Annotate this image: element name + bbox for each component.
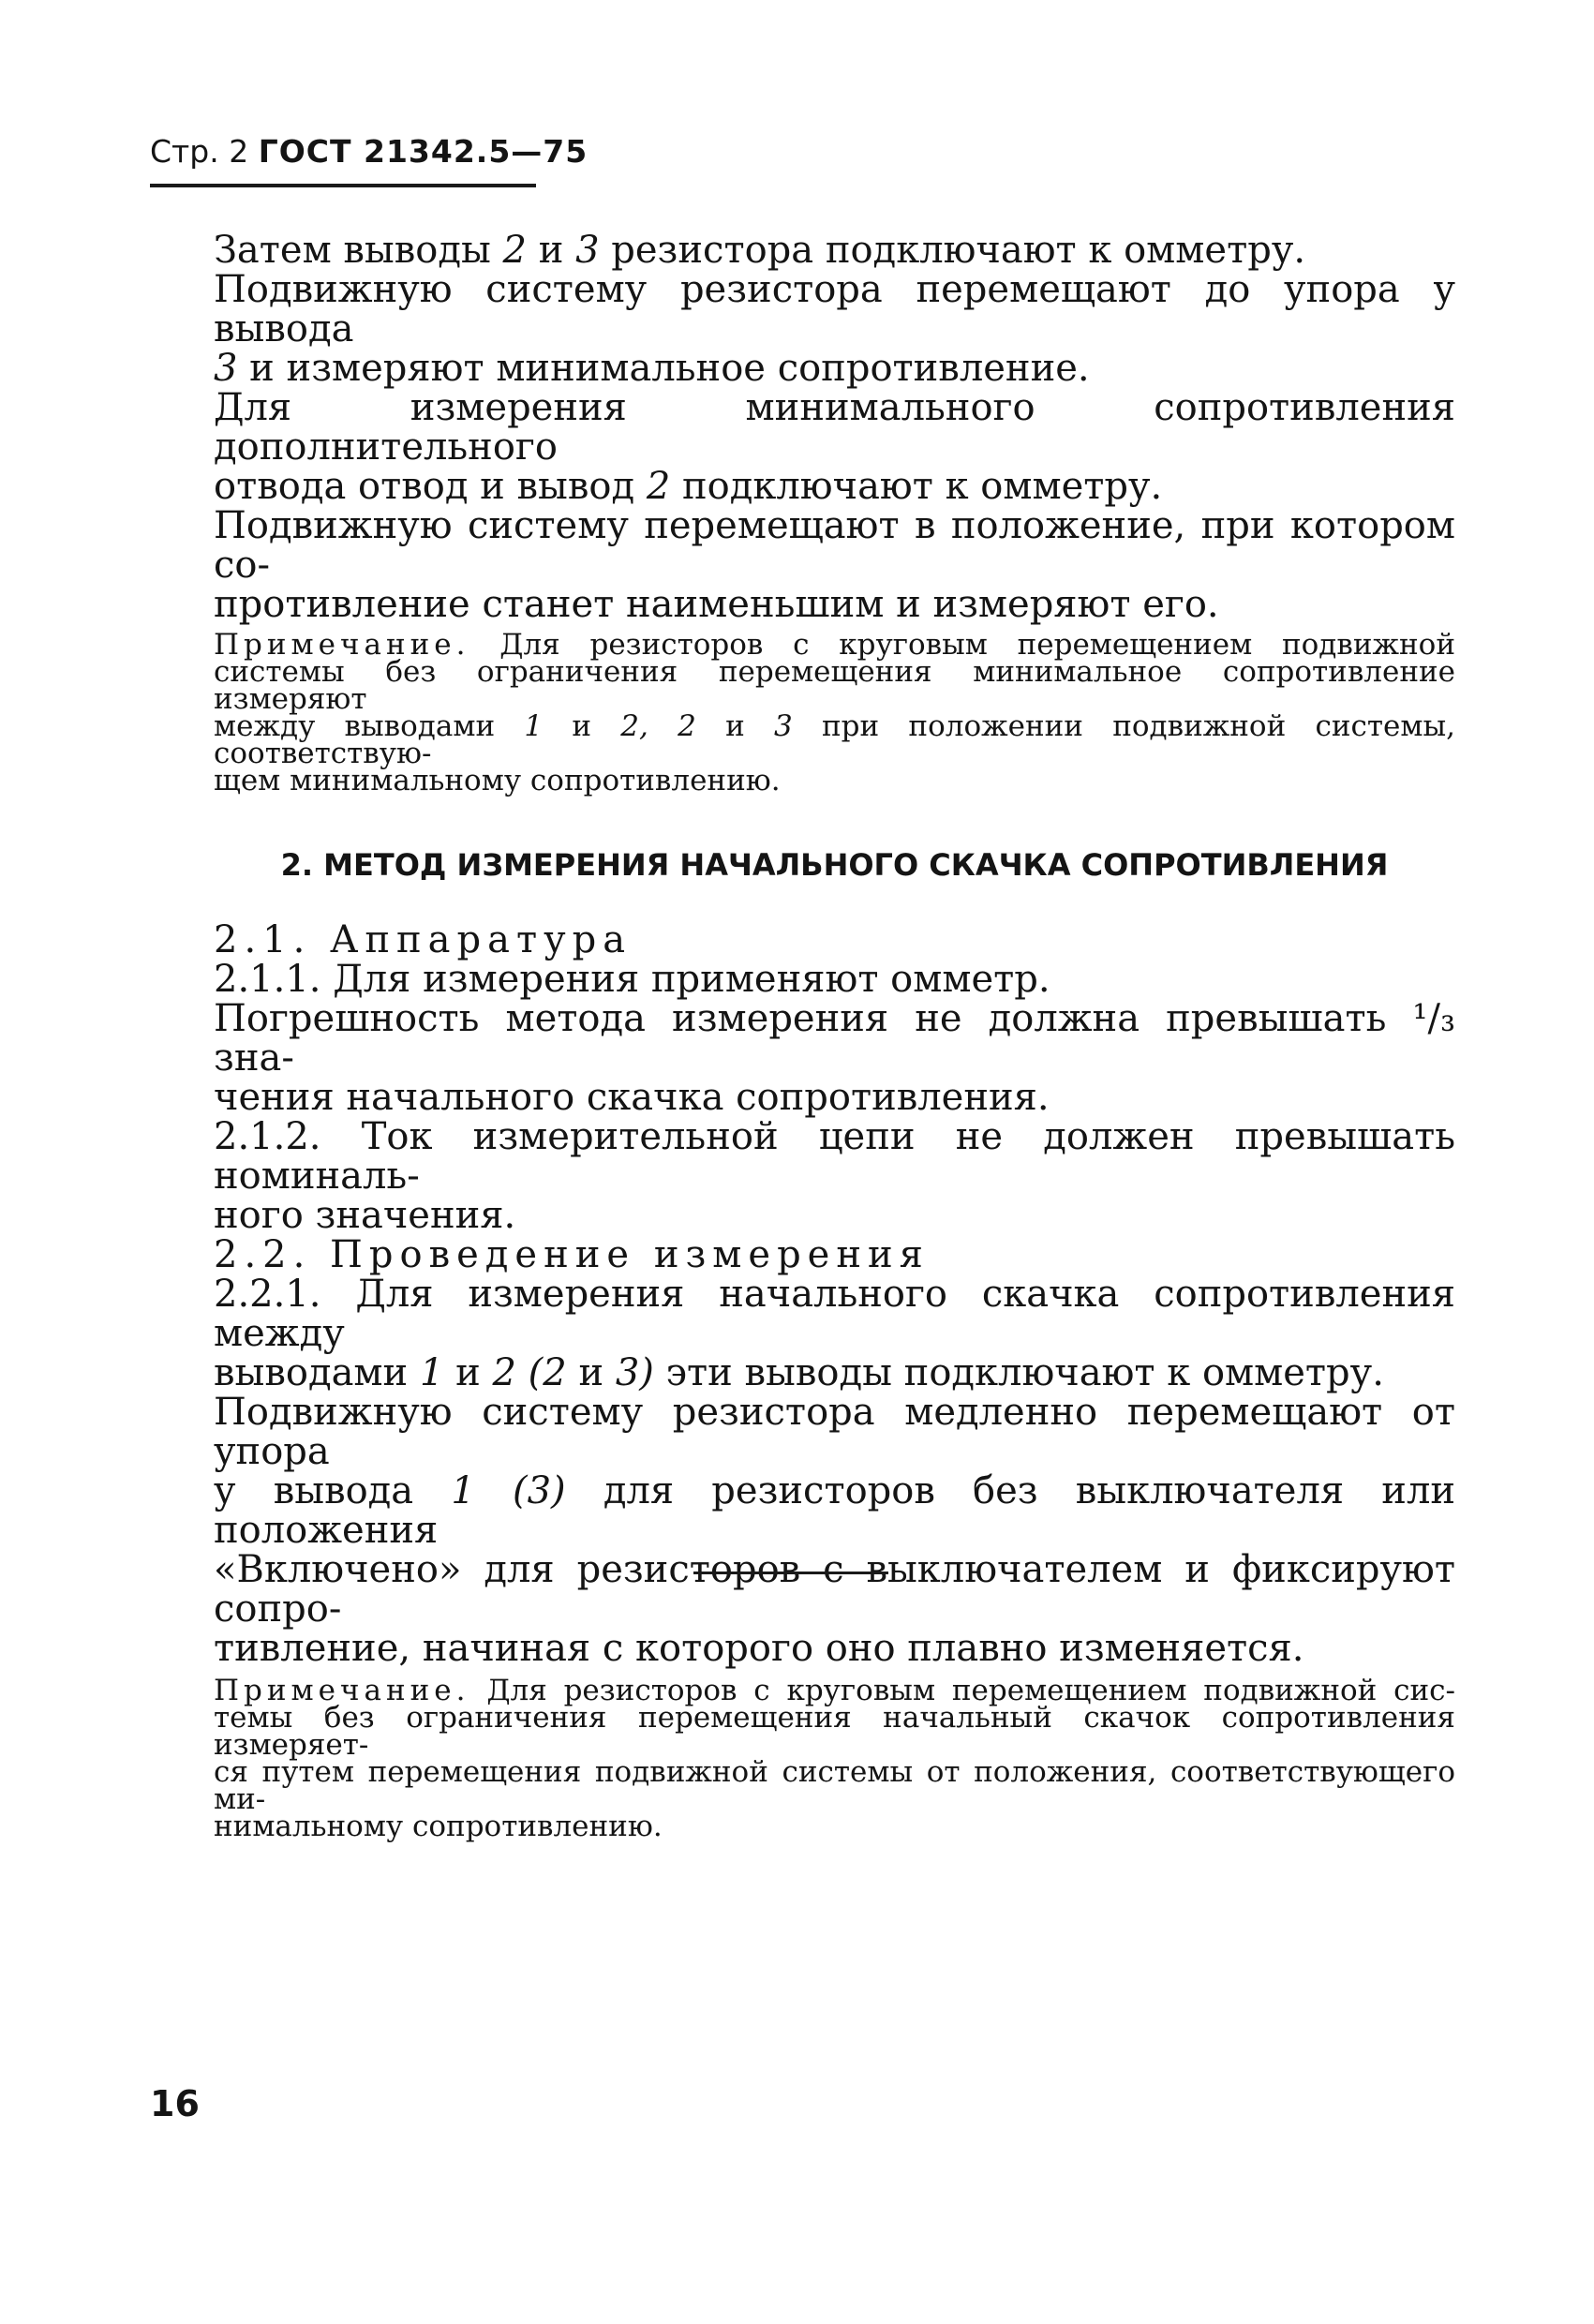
note-2-line-4: нимальному сопротивлению. [214,1810,663,1843]
note-1-line-4: щем минимальному сопротивлению. [214,764,781,797]
header-rule [150,184,536,187]
paragraph-2-2-1-cont: выводами 1 и 2 (2 и 3) эти выводы подключают к омметру. [214,1351,1384,1394]
fraction-one-third: ¹/₃ [1412,997,1455,1040]
page-header [150,133,588,170]
paragraph-extra-tap: Для измерения минимального сопротивления дополнительного [214,386,1455,469]
subsection-procedure: 2.2. Проведение измерения [214,1233,930,1276]
paragraph-2-1-2-cont: ного значения. [214,1194,516,1237]
paragraph-move-min: Подвижную систему перемещают в положение, при котором со- [214,504,1455,587]
page-label: Стр. 2 [150,133,249,170]
note-label: Примечание. [214,628,470,662]
paragraph-2-1-2: 2.1.2. Ток измерительной цепи не должен превышать номиналь- [214,1115,1455,1198]
paragraph-move-to-stop: Подвижную систему резистора перемещают до упора у вывода [214,268,1455,350]
page-number: 16 [150,2083,200,2124]
paragraph-move-slowly: Подвижную систему резистора медленно перемещают от упора [214,1391,1455,1473]
paragraph-move-slowly-line-4: тивление, начиная с которого оно плавно изменяется. [214,1627,1304,1670]
document-body [214,229,1456,1843]
paragraph-2-2-1: 2.2.1. Для измерения начального скачка сопротивления между [214,1273,1455,1355]
paragraph-connect-terminals: Затем выводы 2 и 3 резистора подключают к омметру. [214,229,1306,272]
paragraph-move-slowly-line-2: у вывода 1 (3) для резисторов без выключателя или положения [214,1469,1456,1552]
end-divider [693,1572,888,1574]
section-heading: 2. МЕТОД ИЗМЕРЕНИЯ НАЧАЛЬНОГО СКАЧКА СОПРОТИВЛЕНИЯ [280,847,1389,883]
standard-id: ГОСТ 21342.5—75 [258,133,588,170]
note-2-line-3: ся путем перемещения подвижной системы от положения, соответствующего ми- [214,1755,1455,1816]
paragraph-move-slowly-line-3: «Включено» для резисторов с выключателем и фиксируют сопро- [214,1548,1455,1631]
note-1-line-3: между выводами 1 и 2, 2 и 3 при положении подвижной системы, соответствую- [214,709,1455,770]
note-2: Примечание. Для резисторов с круговым перемещением подвижной сис- [214,1674,1455,1707]
paragraph-error-cont: чения начального скачка сопротивления. [214,1076,1050,1119]
paragraph-extra-tap-cont: отвода отвод и вывод 2 подключают к омметру. [214,465,1163,508]
note-1-line-2: системы без ограничения перемещения минимальное сопротивление измеряют [214,655,1455,716]
paragraph-move-min-cont: противление станет наименьшим и измеряют его. [214,583,1219,626]
note-2-line-2: темы без ограничения перемещения начальный скачок сопротивления измеряет- [214,1701,1455,1762]
note-1: Примечание. Для резисторов с круговым перемещением подвижной [214,628,1456,662]
paragraph-error: Погрешность метода измерения не должна превышать ¹/₃ зна- [214,997,1455,1080]
note-label: Примечание. [214,1674,470,1707]
subsection-apparatus: 2.1. Аппаратура [214,918,633,961]
paragraph-2-1-1: 2.1.1. Для измерения применяют омметр. [214,958,1050,1001]
paragraph-move-to-stop-cont: 3 и измеряют минимальное сопротивление. [214,347,1090,390]
